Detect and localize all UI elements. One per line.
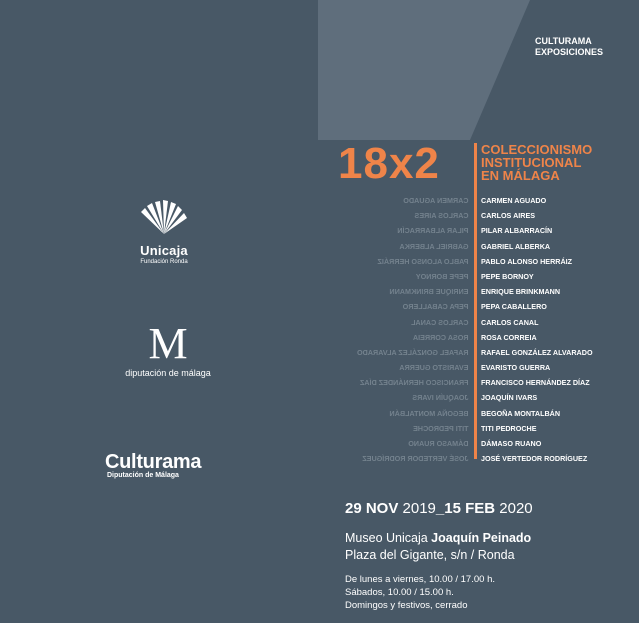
artist-name-mirrored: BEGOÑA MONTALBÁN: [389, 408, 469, 418]
artist-name: CARLOS CANAL: [481, 317, 539, 327]
artist-name-mirrored: EVARISTO GUERRA: [399, 363, 469, 373]
artist-name: DÁMASO RUANO: [481, 439, 542, 448]
venue: [345, 530, 531, 564]
unicaja-name: Unicaja: [140, 243, 188, 258]
title-line1: COLECCIONISMO: [481, 142, 593, 157]
hours-saturday: Sábados, 10.00 / 15.00 h.: [345, 587, 454, 598]
artist-name: PEPE BORNOY: [481, 271, 534, 281]
artist-name: PILAR ALBARRACÍN: [481, 226, 553, 236]
artist-name: GABRIEL ALBERKA: [481, 241, 551, 251]
artist-name-mirrored: DÁMASO RUANO: [408, 439, 469, 448]
culturama-big: Culturama: [105, 451, 202, 473]
title-line3: EN MÁLAGA: [481, 168, 560, 183]
artist-name: TITI PEDROCHE: [481, 423, 537, 433]
artist-name: CARMEN AGUADO: [481, 196, 547, 205]
header-line1: CULTURAMA: [534, 36, 592, 46]
artist-name-mirrored: CARLOS CANAL: [411, 317, 469, 327]
diputacion-text: diputación de málaga: [125, 368, 211, 378]
artist-name-mirrored: JOAQUÍN IVARS: [412, 393, 469, 403]
artist-name-mirrored: PEPE BORNOY: [416, 271, 469, 281]
diputacion-logo: [118, 319, 218, 378]
date-end-year: 2020: [499, 500, 533, 517]
artist-name-mirrored: CARMEN AGUADO: [403, 196, 469, 205]
header-line2: EXPOSICIONES: [534, 47, 603, 57]
exhibition-dates: [345, 500, 533, 517]
artist-name-mirrored: PILAR ALBARRACÍN: [397, 226, 469, 236]
exhibition-number: 18x2: [338, 139, 440, 188]
artist-name-mirrored: TITI PEDROCHE: [413, 423, 469, 433]
diputacion-mark: M: [148, 319, 188, 368]
artist-name: PEPA CABALLERO: [481, 302, 547, 312]
artist-name-mirrored: ROSA CORREIA: [413, 332, 469, 342]
opening-hours: [345, 573, 495, 612]
date-end-day: 15 FEB: [444, 500, 496, 517]
artist-name: CARLOS AIRES: [481, 211, 536, 221]
venue-museum-prefix: Museo Unicaja: [345, 531, 428, 545]
artist-name: BEGOÑA MONTALBÁN: [481, 408, 561, 418]
hours-weekdays: De lunes a viernes, 10.00 / 17.00 h.: [345, 574, 495, 585]
artist-name: ROSA CORREIA: [481, 332, 537, 342]
artist-name: FRANCISCO HERNÁNDEZ DÍAZ: [481, 378, 590, 388]
exhibition-title: [481, 143, 592, 182]
date-start-year: 2019: [402, 500, 436, 517]
artist-name-mirrored: PABLO ALONSO HERRÁIZ: [377, 256, 469, 266]
artist-name-mirrored: RAFAEL GONZÁLEZ ALVARADO: [357, 347, 469, 357]
venue-museum-name: Joaquín Peinado: [431, 531, 532, 545]
date-start-day: 29 NOV: [345, 500, 399, 517]
title-line2: INSTITUCIONAL: [481, 155, 582, 170]
artist-name-mirrored: JOSÉ VERTEDOR RODRÍGUEZ: [362, 454, 469, 464]
artist-list: [481, 193, 593, 466]
unicaja-sub: Fundación Ronda: [140, 259, 188, 265]
header-tag: [535, 36, 603, 58]
unicaja-fan-icon: [135, 200, 193, 236]
artist-name: ENRIQUE BRINKMANN: [481, 287, 561, 297]
venue-museum: [345, 530, 531, 547]
unicaja-logo: [132, 200, 196, 265]
artist-name: RAFAEL GONZÁLEZ ALVARADO: [481, 347, 593, 357]
artist-name-mirrored: GABRIEL ALBERKA: [399, 241, 469, 251]
venue-address: Plaza del Gigante, s/n / Ronda: [345, 548, 515, 562]
artist-name-mirrored: PEPA CABALLERO: [403, 302, 469, 312]
artist-name-mirrored: FRANCISCO HERNÁNDEZ DÍAZ: [360, 378, 469, 388]
artist-name-mirrored: CARLOS AIRES: [414, 211, 469, 221]
artist-name: EVARISTO GUERRA: [481, 363, 551, 373]
orange-divider: [474, 143, 477, 459]
culturama-logo: [105, 452, 201, 479]
artist-name: PABLO ALONSO HERRÁIZ: [481, 256, 573, 266]
artist-list-mirrored: [357, 193, 469, 466]
artist-name-mirrored: ENRIQUE BRINKMANN: [389, 287, 469, 297]
artist-name: JOAQUÍN IVARS: [481, 393, 538, 403]
culturama-small: Diputación de Málaga: [107, 472, 179, 479]
date-sep: _: [435, 500, 445, 517]
hours-sunday: Domingos y festivos, cerrado: [345, 600, 468, 611]
artist-name: JOSÉ VERTEDOR RODRÍGUEZ: [481, 454, 588, 464]
